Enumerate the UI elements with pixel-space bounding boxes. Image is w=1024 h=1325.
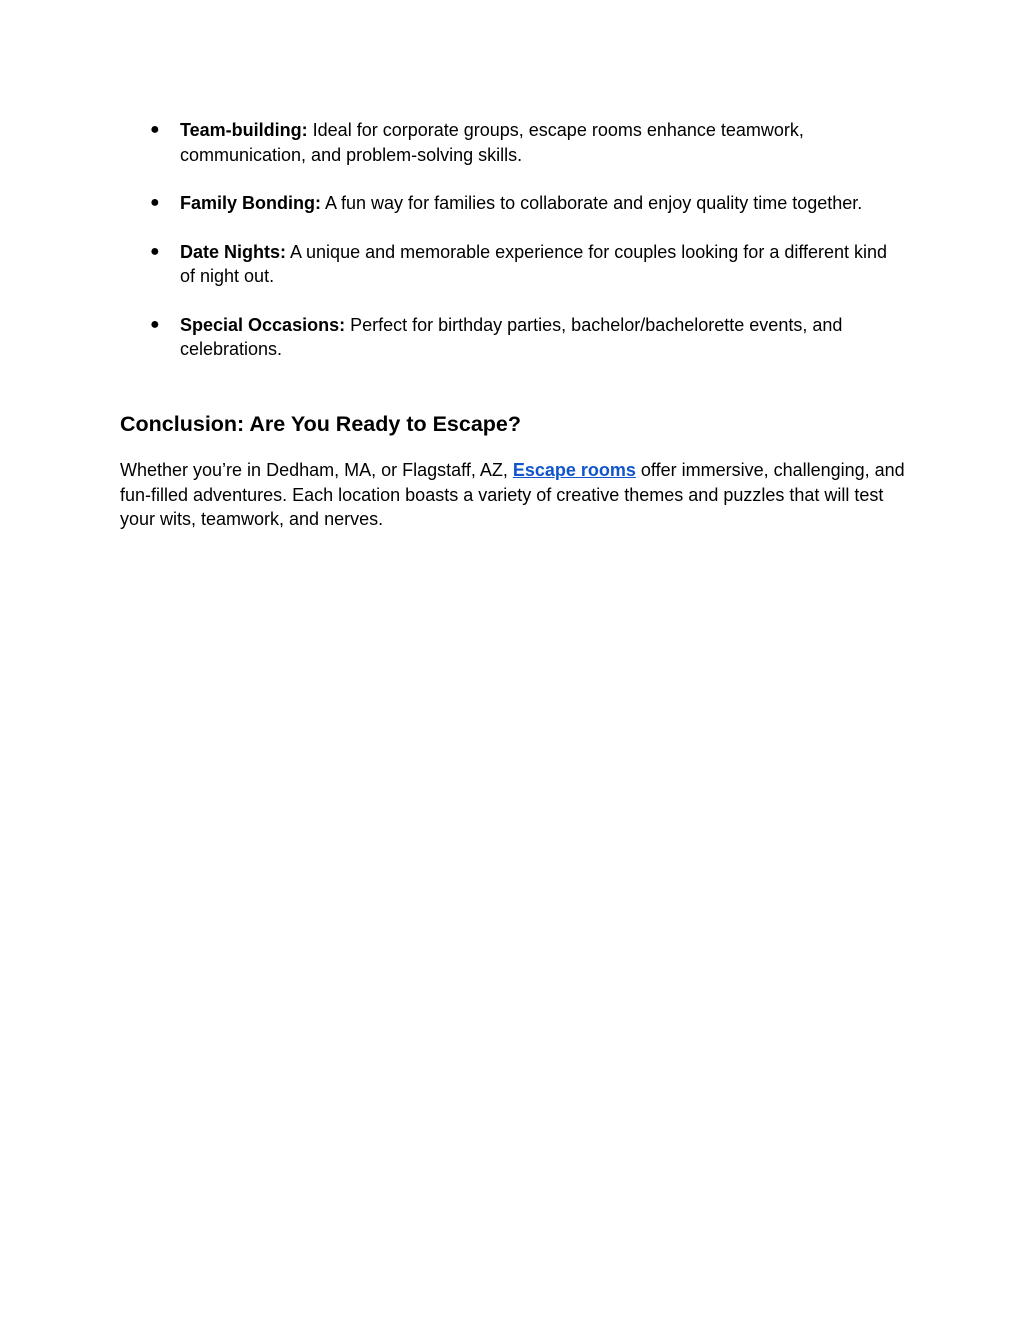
list-item-term: Date Nights:	[180, 241, 287, 262]
benefits-list	[150, 118, 890, 386]
list-item-text: A unique and memorable experience for couples looking for a different kind of night out.	[180, 241, 888, 286]
list-item-team-building	[150, 118, 890, 167]
list-item-term: Team-building:	[180, 120, 308, 140]
paragraph-text-before-link: Whether you’re in Dedham, MA, or Flagstaff, AZ,	[120, 460, 513, 480]
conclusion-paragraph	[120, 458, 910, 532]
list-item-text: A fun way for families to collaborate and enjoy quality time together.	[321, 193, 863, 213]
bullet-icon: ●	[150, 315, 160, 333]
list-item-special-occasions	[150, 313, 890, 362]
list-item-term: Special Occasions:	[180, 314, 346, 335]
bullet-icon: ●	[150, 194, 160, 211]
list-item-term: Family Bonding:	[180, 193, 321, 213]
list-item-date-nights	[150, 240, 890, 289]
bullet-icon: ●	[150, 242, 160, 260]
paragraph-text-after-link: offer immersive, challenging, and fun-filled adventures. Each location boasts a variety of creative themes and puzzles that will test your wits, teamwork, and nerves.	[120, 460, 905, 529]
escape-rooms-link[interactable]: Escape rooms	[512, 460, 636, 480]
list-item-text: Ideal for corporate groups, escape rooms enhance teamwork, communication, and problem-solving skills.	[180, 120, 804, 165]
list-item-text: Perfect for birthday parties, bachelor/bachelorette events, and celebrations.	[180, 314, 843, 359]
conclusion-heading: Conclusion: Are You Ready to Escape?	[120, 412, 522, 436]
bullet-icon: ●	[150, 121, 160, 138]
list-item-family-bonding	[150, 191, 890, 216]
